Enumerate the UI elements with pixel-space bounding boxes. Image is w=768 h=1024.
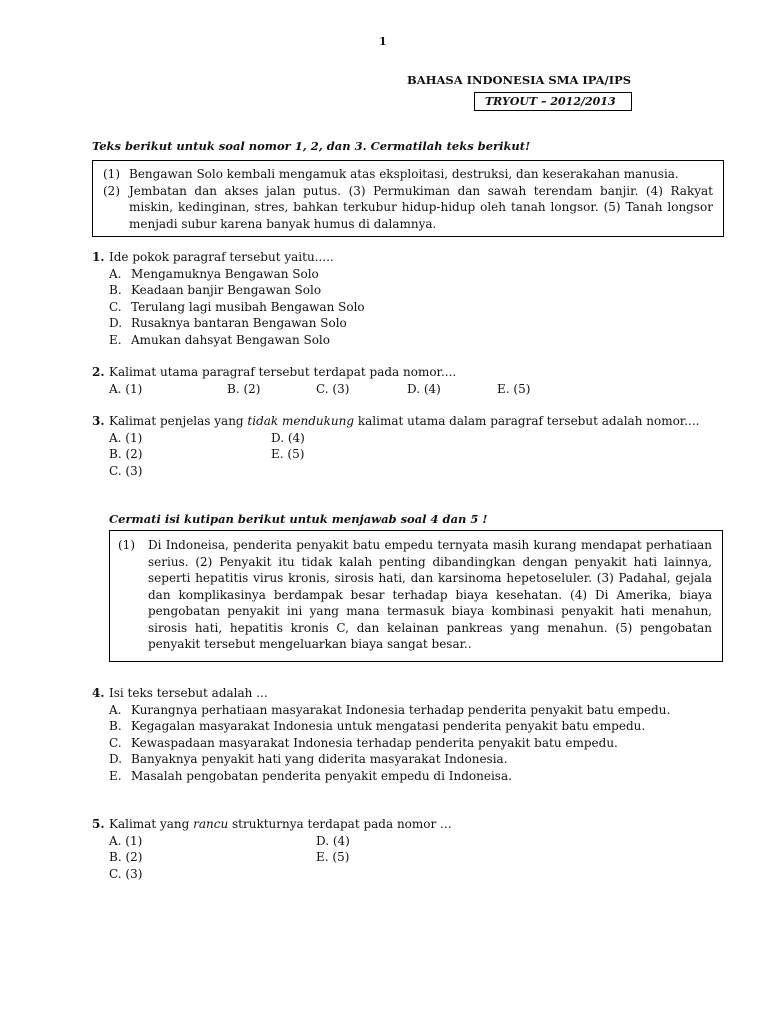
paragraph-number: (2) (103, 183, 120, 198)
paragraph-text: Jembatan dan akses jalan putus. (3) Permukiman dan sawah terendam banjir. (4) Rakyat miskin, kedinginan, stres, bahkan terkubur hidup-hidup oleh tanah longsor. (5) Tanah longsor menjadi subur karena banyak humus di dalamnya. (129, 183, 713, 231)
question-text-before: Kalimat yang (109, 817, 194, 831)
option-c[interactable]: C. (3) (109, 866, 143, 881)
question-text-after: kalimat utama dalam paragraf tersebut adalah nomor.... (354, 414, 700, 428)
option-text: Terulang lagi musibah Bengawan Solo (131, 299, 365, 314)
option-c[interactable]: C. (3) (316, 381, 350, 396)
question-text: Ide pokok paragraf tersebut yaitu..... (109, 250, 334, 264)
paragraph-text: Di Indoneisa, penderita penyakit batu empedu ternyata masih kurang mendapat perhatiaan serius. (2) Penyakit itu tidak kalah penting dibandingkan dengan penyakit hati lainnya, seperti hepatitis virus kronis, sirosis hati, dan karsinoma hepetoseluler. (3) Padahal, gejala dan komplikasinya berdampak besar terhadap biaya kesehatan. (4) Di Amerika, biaya pengobatan penyakit ini yang mana termasuk biaya kombinasi penyakit hati menahun, sirosis hati, hepatitis kronis C, dan kelainan pankreas yang menahun. (5) pengobatan penyakit tersebut mengeluarkan biaya sangat besar.. (148, 538, 712, 651)
option-label: C. (109, 735, 122, 750)
option-b[interactable]: B. (2) (227, 381, 261, 396)
option-d[interactable]: D. (4) (407, 381, 441, 396)
option-c[interactable] (109, 735, 704, 752)
option-label: A. (109, 266, 122, 281)
option-a[interactable]: A. (1) (109, 833, 143, 848)
option-a[interactable]: A. (1) (109, 430, 143, 445)
option-d[interactable] (109, 315, 704, 332)
question-2 (92, 364, 704, 398)
question-3 (92, 413, 704, 480)
option-c[interactable]: C. (3) (109, 463, 143, 478)
question-text-italic: tidak mendukung (247, 414, 355, 428)
tryout-label: TRYOUT – 2012/2013 (474, 92, 632, 111)
question-text-before: Kalimat penjelas yang (109, 414, 248, 428)
option-label: B. (109, 719, 122, 733)
option-a[interactable] (109, 702, 704, 719)
paragraph-number: (1) (118, 538, 135, 552)
option-d[interactable]: D. (4) (271, 430, 305, 445)
question-text-italic: rancu (193, 817, 229, 831)
options-grid (109, 430, 704, 480)
passage-paragraph (103, 183, 713, 233)
option-text: Mengamuknya Bengawan Solo (131, 266, 319, 281)
option-c[interactable] (109, 299, 704, 316)
option-d[interactable] (109, 751, 704, 768)
option-text: Kurangnya perhatiaan masyarakat Indonesia terhadap penderita penyakit batu empedu. (131, 702, 671, 717)
passage-box-1 (92, 160, 724, 237)
question-number: 4. (92, 686, 105, 700)
question-number: 3. (92, 414, 105, 428)
option-b[interactable]: B. (2) (109, 447, 143, 461)
option-b[interactable] (109, 282, 704, 299)
page-number: 1 (379, 35, 387, 48)
option-label: A. (109, 702, 122, 717)
option-text: Rusaknya bantaran Bengawan Solo (131, 316, 347, 330)
options-grid (109, 833, 704, 883)
section1-instruction: Teks berikut untuk soal nomor 1, 2, dan 3. Cermatilah teks berikut! (92, 139, 531, 153)
option-label: C. (109, 299, 122, 314)
subject-title: BAHASA INDONESIA SMA IPA/IPS (407, 73, 632, 87)
question-text: Kalimat utama paragraf tersebut terdapat pada nomor.... (109, 365, 457, 379)
passage-paragraph (118, 537, 712, 653)
option-d[interactable]: D. (4) (316, 833, 350, 848)
option-e[interactable]: E. (5) (316, 850, 350, 864)
option-b[interactable]: B. (2) (109, 850, 143, 864)
option-text: Kewaspadaan masyarakat Indonesia terhadap penderita penyakit batu empedu. (131, 735, 618, 750)
option-text: Kegagalan masyarakat Indonesia untuk mengatasi penderita penyakit batu empedu. (131, 719, 646, 733)
option-a[interactable]: A. (1) (109, 381, 143, 396)
question-4 (92, 685, 704, 784)
option-label: E. (109, 332, 122, 347)
paragraph-number: (1) (103, 167, 120, 181)
question-text: Isi teks tersebut adalah ... (109, 686, 268, 700)
question-5 (92, 816, 704, 883)
options-list (109, 266, 704, 349)
section2-instruction: Cermati isi kutipan berikut untuk menjawab soal 4 dan 5 ! (109, 512, 488, 526)
option-b[interactable] (109, 718, 704, 735)
passage-box-2 (109, 530, 723, 662)
option-e[interactable] (109, 768, 704, 785)
option-text: Amukan dahsyat Bengawan Solo (131, 332, 330, 347)
option-label: D. (109, 752, 123, 766)
option-text: Banyaknya penyakit hati yang diderita masyarakat Indonesia. (131, 752, 508, 766)
option-label: D. (109, 316, 123, 330)
paragraph-text: Bengawan Solo kembali mengamuk atas eksploitasi, destruksi, dan keserakahan manusia. (129, 167, 679, 181)
question-text-after: strukturnya terdapat pada nomor ... (228, 817, 452, 831)
question-number: 5. (92, 817, 105, 831)
option-a[interactable] (109, 266, 704, 283)
option-e[interactable] (109, 332, 704, 349)
question-1 (92, 249, 704, 348)
options-list (109, 702, 704, 785)
option-e[interactable]: E. (5) (497, 381, 531, 396)
option-text: Masalah pengobatan penderita penyakit empedu di Indoneisa. (131, 768, 512, 783)
passage-paragraph (103, 166, 713, 183)
option-text: Keadaan banjir Bengawan Solo (131, 283, 322, 297)
option-label: B. (109, 283, 122, 297)
question-number: 1. (92, 250, 105, 264)
options-row (109, 381, 704, 398)
question-number: 2. (92, 365, 105, 379)
option-label: E. (109, 768, 122, 783)
option-e[interactable]: E. (5) (271, 447, 305, 461)
